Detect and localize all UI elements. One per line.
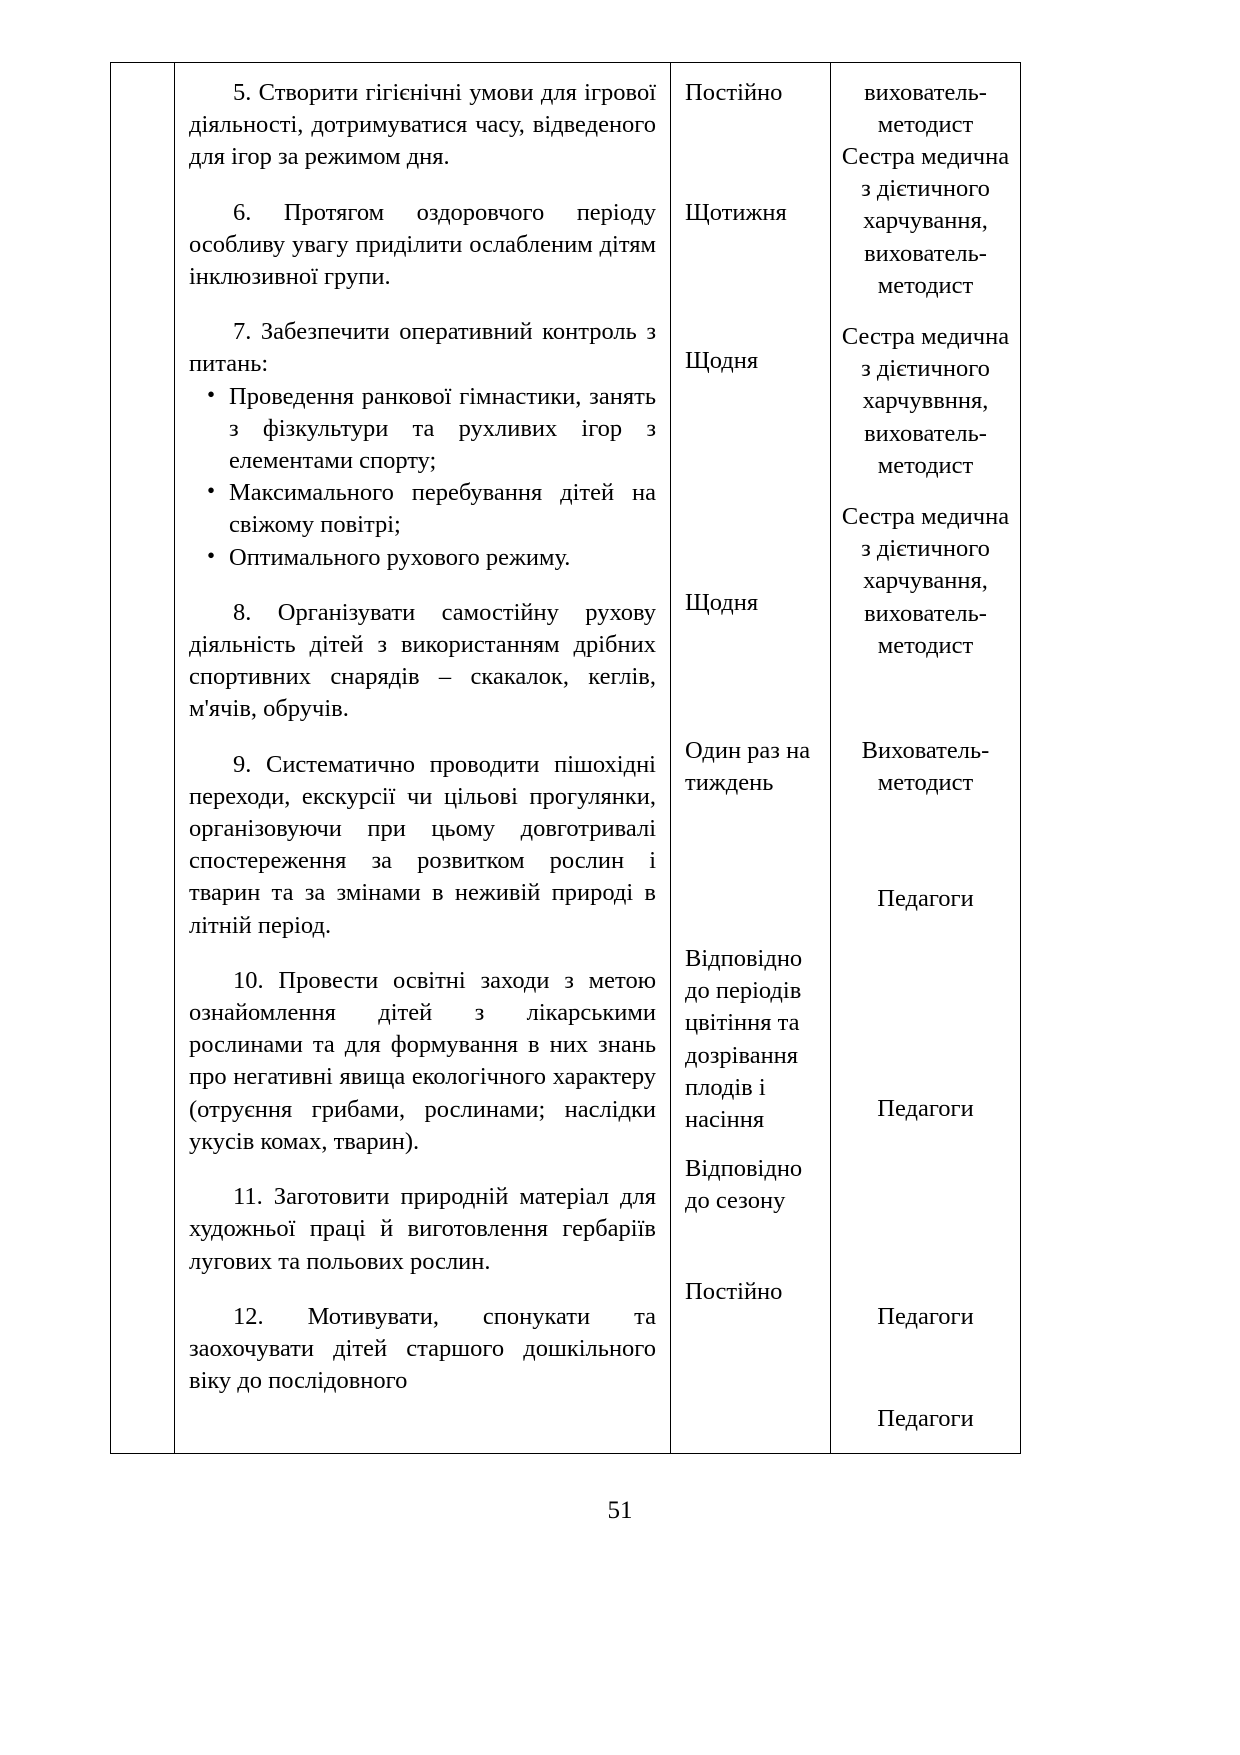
timing-entry: Щотижня — [685, 199, 787, 226]
responsible-entry: Педагоги — [877, 1405, 974, 1432]
list-item: 8. Організувати самостійну рухову діяльність дітей з використанням дрібних спортивних снарядів – скакалок, кеглів, м'ячів, обручів. — [189, 598, 656, 723]
list-item-bullet: • Проведення ранкової гімнастики, занять з фізкультури та рухливих ігор з елементами спорту; — [189, 381, 656, 478]
list-item: 5. Створити гігієнічні умови для ігрової діяльності, дотримуватися часу, відведеного для ігор за режимом дня. — [189, 79, 656, 171]
responsible-track — [831, 63, 1020, 1453]
timing-entry: Відповідно до періодів цвітіння та дозрівання плодів і насіння — [685, 945, 803, 1134]
list-item: 10. Провести освітні заходи з метою ознайомлення дітей з лікарськими рослинами та для формування в них знань про негативні явища екологічного характеру (отруєння грибами, рослинами; наслідки укусів комах, тварин). — [189, 966, 656, 1155]
activities-table — [110, 62, 1021, 1454]
page-number: 51 — [607, 1497, 633, 1524]
timing-entry: Щодня — [685, 589, 759, 616]
list-item-bullet: • Максимального перебування дітей на свіжому повітрі; — [189, 477, 656, 541]
list-item: 7. Забезпечити оперативний контроль з питань: — [189, 318, 656, 378]
responsible-entry: Педагоги — [877, 1095, 974, 1122]
timing-entry: Один раз на тиждень — [685, 737, 811, 797]
responsible-entry: Педагоги — [877, 1303, 974, 1330]
content-block — [175, 63, 670, 1405]
list-item: 9. Систематично проводити пішохідні переходи, екскурсії чи цільові прогулянки, організовуючи при цьому довготривалі спостереження за розвитком рослин і тварин та за змінами в неживій природі в літній період. — [189, 750, 656, 939]
responsible-cell — [831, 63, 1021, 1454]
list-item: 6. Протягом оздоровчого періоду особливу увагу приділити ослабленим дітям інклюзивної групи. — [189, 198, 656, 291]
timing-entry: Постійно — [685, 1278, 783, 1305]
timing-track — [671, 63, 830, 1453]
timing-entry: Відповідно до сезону — [685, 1155, 803, 1215]
list-item: 12. Мотивувати, спонукати та заохочувати дітей старшого дошкільного віку до послідовного — [189, 1302, 656, 1395]
content-cell — [175, 63, 671, 1454]
responsible-entry: Сестра медична з дієтичного харчування, вихователь-методист — [841, 503, 1010, 659]
responsible-entry: Сестра медична з дієтичного харчуввння, вихователь-методист — [841, 323, 1010, 479]
timing-entry: Постійно — [685, 79, 783, 106]
row-number-cell — [111, 63, 175, 1454]
table-row — [111, 63, 1021, 1454]
responsible-entry: Сестра медична з дієтичного харчування, вихователь-методист — [841, 143, 1010, 299]
list-item-bullet: • Оптимального рухового режиму. — [189, 542, 656, 574]
timing-cell — [671, 63, 831, 1454]
responsible-entry: Педагоги — [877, 885, 974, 912]
responsible-entry: вихователь-методист — [864, 79, 987, 139]
list-item: 11. Заготовити природній матеріал для художньої праці й виготовлення гербаріїв лугових та польових рослин. — [189, 1183, 656, 1275]
responsible-entry: Вихователь-методист — [861, 737, 990, 797]
timing-entry: Щодня — [685, 347, 759, 374]
